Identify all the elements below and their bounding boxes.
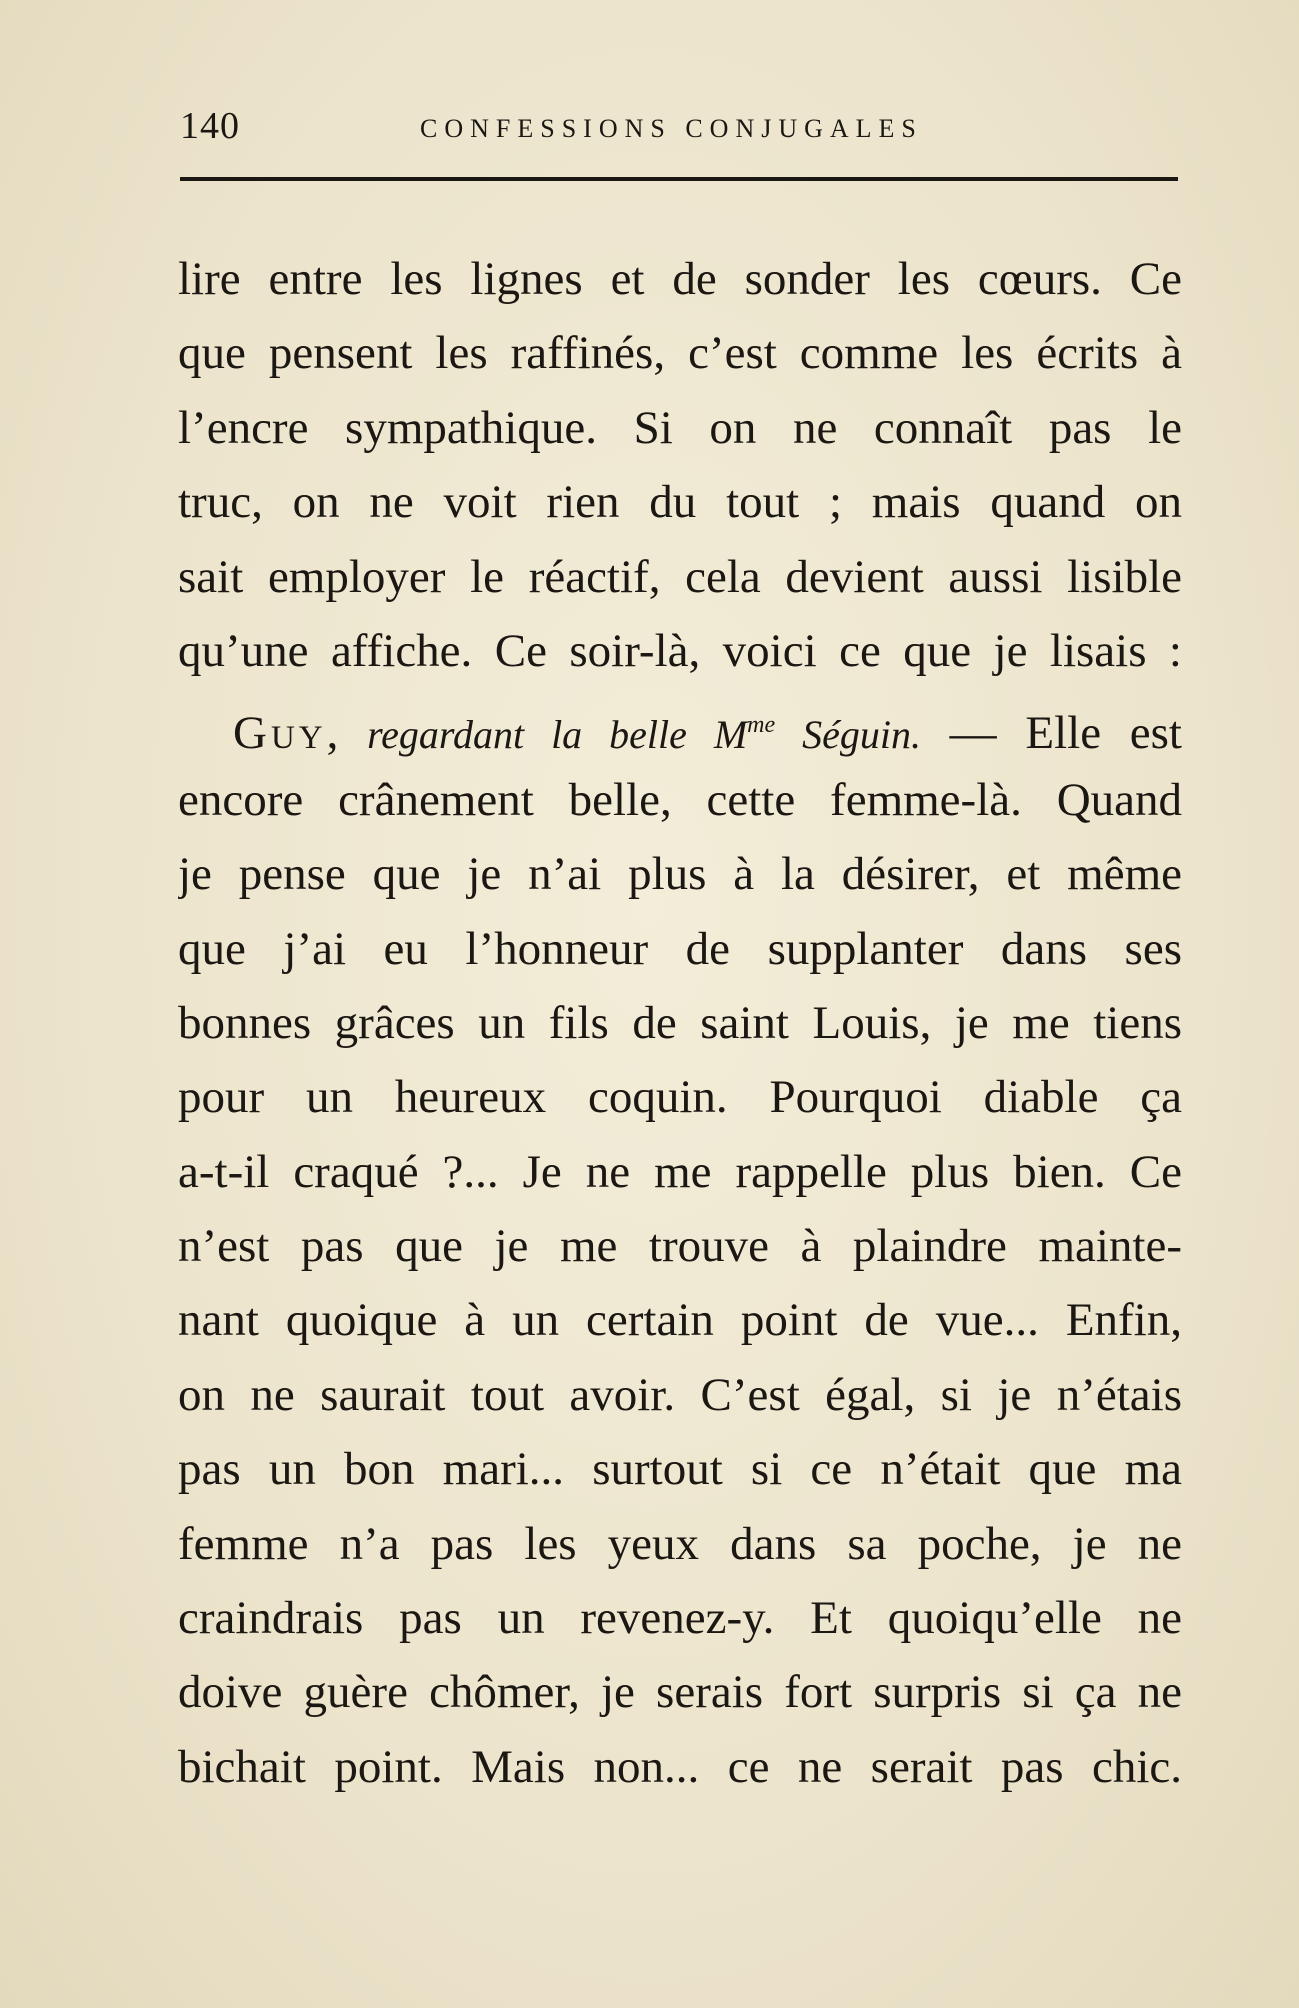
text-line: pour un heureux coquin. Pourquoi diable ça: [178, 1071, 1182, 1124]
text-line: doive guère chômer, je serais fort surpris si ça ne: [178, 1666, 1182, 1719]
text-line: bichait point. Mais non... ce ne serait pas chic.: [178, 1740, 1182, 1793]
running-head: [180, 104, 1180, 154]
stage-direction: [367, 712, 921, 757]
text-line: l’encre sympathique. Si on ne connaît pas le: [178, 401, 1182, 454]
text-line: craindrais pas un revenez-y. Et quoiqu’elle ne: [178, 1592, 1182, 1645]
text-line: bonnes grâces un fils de saint Louis, je me tiens: [178, 996, 1182, 1049]
text-line: pas un bon mari... surtout si ce n’était que ma: [178, 1443, 1182, 1496]
text-line: femme n’a pas les yeux dans sa poche, je ne: [178, 1517, 1182, 1570]
body-text: [178, 242, 1182, 1804]
page-number: 140: [180, 105, 240, 147]
text-line: sait employer le réactif, cela devient aussi lisible: [178, 550, 1182, 603]
speech-start: — Elle est: [920, 707, 1182, 760]
speech-line: Guy, regardant la belle $M^{me}$ Séguin. — Elle est: [233, 707, 1182, 760]
stage-direction-superscript: me: [747, 712, 776, 739]
header-rule: [180, 177, 1178, 181]
stage-direction-start: regardant la belle M: [367, 712, 748, 758]
text-line: que pensent les raffinés, c’est comme les écrits à: [178, 327, 1182, 380]
text-line: je pense que je n’ai plus à la désirer, et même: [178, 848, 1182, 901]
stage-direction-end: Séguin.: [775, 712, 921, 758]
text-line: encore crânement belle, cette femme-là. Quand: [178, 773, 1182, 826]
text-line: lire entre les lignes et de sonder les cœurs. Ce: [178, 253, 1182, 305]
text-line: n’est pas que je me trouve à plaindre mainte-: [178, 1220, 1182, 1273]
speaker-name: Guy: [233, 707, 327, 760]
running-title: CONFESSIONS CONJUGALES: [420, 114, 923, 143]
text-line: truc, on ne voit rien du tout ; mais quand on: [178, 476, 1182, 529]
text-line: on ne saurait tout avoir. C’est égal, si je n’étais: [178, 1368, 1182, 1421]
text-line: que j’ai eu l’honneur de supplanter dans ses: [178, 922, 1182, 975]
text-line: a-t-il craqué ?... Je ne me rappelle plus bien. Ce: [178, 1145, 1182, 1198]
text-line: nant quoique à un certain point de vue... Enfin,: [178, 1294, 1182, 1347]
text-line: qu’une affiche. Ce soir-là, voici ce que je lisais :: [178, 624, 1182, 677]
